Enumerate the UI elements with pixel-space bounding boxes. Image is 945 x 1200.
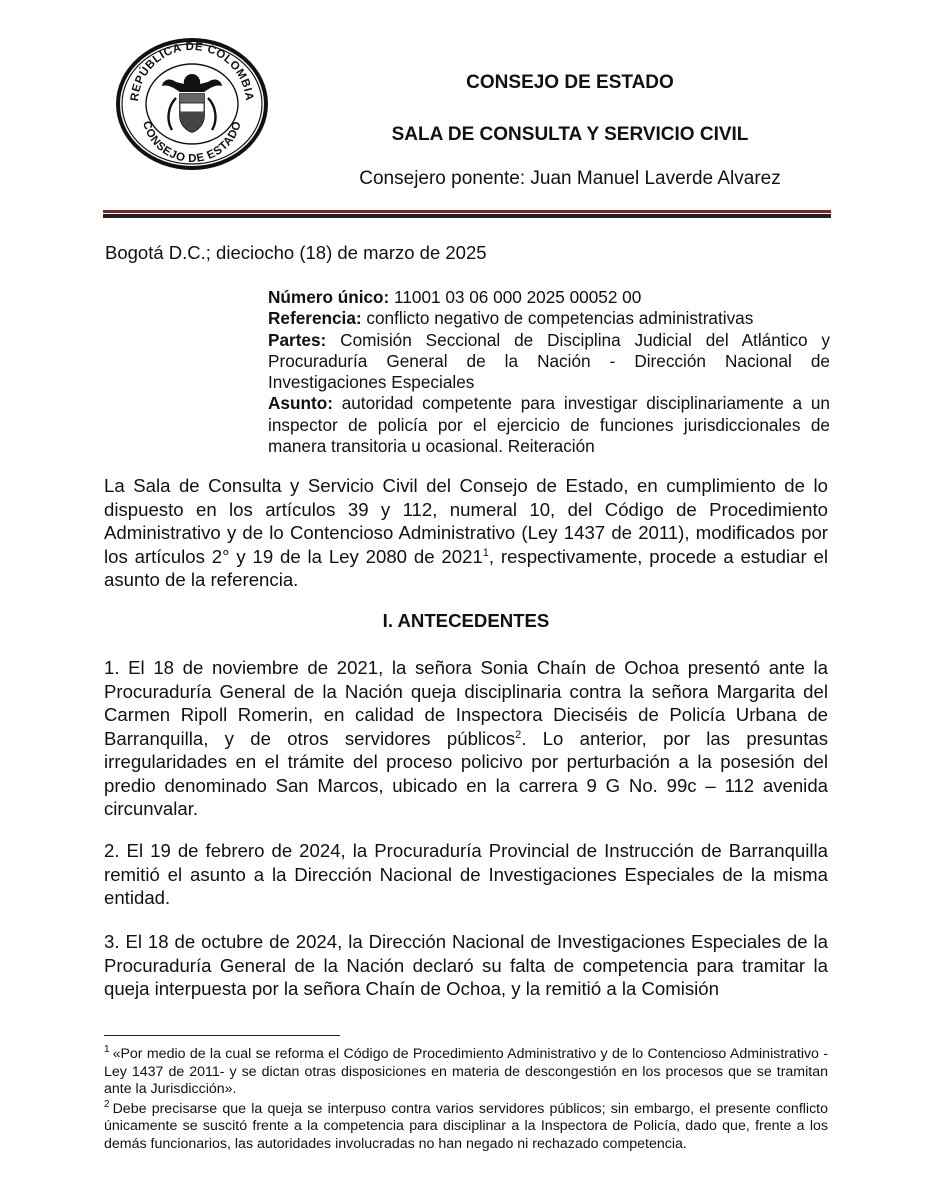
footnote-separator: [104, 1035, 340, 1036]
paragraph-3: [104, 930, 828, 1001]
numero-unico-line: [268, 287, 830, 308]
header-rule-bottom: [103, 214, 831, 218]
paragraph-1-text-a: 1. El 18 de noviembre de 2021, la señora Sonia Chaín de Ochoa presentó ante la Procuraduría General de la Nación queja disciplinaria contra la señora Margarita del Carmen Ripoll Romerin, en calidad de Inspectora Dieciséis de Policía Urbana de Barranquilla, y de otros servidores públicos: [104, 657, 828, 749]
seal-graphic: [112, 36, 272, 172]
referencia-line: [268, 308, 830, 329]
paragraph-2: [104, 839, 828, 910]
paragraph-3-text: 3. El 18 de octubre de 2024, la Dirección Nacional de Investigaciones Especiales de la Procuraduría General de la Nación declaró su falta de competencia para tramitar la queja interpuesta por la señora Chaín de Ochoa, y la remitió a la Comisión: [104, 931, 828, 999]
reference-block: [268, 287, 830, 457]
footnotes-block: [104, 1046, 828, 1156]
consejo-de-estado-seal: [112, 36, 272, 172]
footnote-2-text: Debe precisarse que la queja se interpuso contra varios servidores públicos; sin embargo, el presente conflicto únicamente se suscitó frente a la competencia para disciplinar a la Inspectora de Policía, dado que, frente a los demás funcionarios, las autoridades involucradas no han negado ni rechazado competencia.: [104, 1100, 828, 1152]
paragraph-1-text-b: . Lo anterior, por las presuntas irregularidades en el trámite del proceso policivo por perturbación a la posesión del predio denominado San Marcos, ubicado en la carrera 9 G No. 99c – 112 avenida circunvalar.: [104, 727, 828, 819]
sala-title: SALA DE CONSULTA Y SERVICIO CIVIL: [391, 124, 749, 145]
referencia-value: conflicto negativo de competencias administrativas: [361, 308, 754, 329]
consejero-ponente: Consejero ponente: Juan Manuel Laverde Alvarez: [359, 168, 781, 189]
paragraph-1: [104, 656, 828, 821]
shield-emblem: [180, 94, 204, 132]
intro-paragraph: [104, 474, 828, 592]
footnote-ref-2[interactable]: 2: [515, 728, 522, 741]
footnote-1-text: «Por medio de la cual se reforma el Código de Procedimiento Administrativo y de lo Contencioso Administrativo -Ley 1437 de 2011- y se dictan otras disposiciones en materia de descongestión en los procesos que se tramitan ante la Jurisdicción».: [104, 1046, 828, 1098]
header-rule-top: [103, 210, 831, 213]
partes-line: [268, 330, 830, 394]
footnote-2-number: 2: [104, 1099, 110, 1111]
partes-label: Partes:: [268, 329, 327, 350]
document-date: Bogotá D.C.; dieciocho (18) de marzo de 2025: [105, 242, 487, 263]
asunto-line: [268, 393, 830, 457]
numero-unico-label: Número único:: [268, 287, 390, 307]
footnote-2: [104, 1101, 828, 1154]
intro-text-a: La Sala de Consulta y Servicio Civil del Consejo de Estado, en cumplimiento de lo dispuesto en los artículos 39 y 112, numeral 10, del Código de Procedimiento Administrativo y de lo Contencioso Administrativo (Ley 1437 de 2011), modificados por los artículos 2° y 19 de la Ley 2080 de 2021: [104, 475, 828, 567]
numero-unico-value: 11001 03 06 000 2025 00052 00: [389, 287, 642, 307]
asunto-label: Asunto:: [268, 393, 333, 414]
partes-value: Comisión Seccional de Disciplina Judicial del Atlántico y Procuraduría General de la Nación - Dirección Nacional de Investigaciones Especiales: [268, 329, 830, 393]
svg-text:CONSEJO DE ESTADO: CONSEJO DE ESTADO: [140, 119, 245, 166]
paragraph-2-text: 2. El 19 de febrero de 2024, la Procuraduría Provincial de Instrucción de Barranquilla remitió el asunto a la Dirección Nacional de Investigaciones Especiales de la misma entidad.: [104, 840, 828, 908]
asunto-value: autoridad competente para investigar disciplinariamente a un inspector de policía por el ejercicio de funciones jurisdiccionales de manera transitoria u ocasional. Reiteración: [268, 393, 830, 457]
intro-text-b: , respectivamente, procede a estudiar el asunto de la referencia.: [104, 545, 828, 590]
svg-text:REPÚBLICA DE COLOMBIA: REPÚBLICA DE COLOMBIA: [128, 40, 256, 102]
footnote-1: [104, 1046, 828, 1099]
section-heading-antecedentes: I. ANTECEDENTES: [382, 610, 550, 631]
institution-title: CONSEJO DE ESTADO: [466, 72, 674, 93]
footnote-1-number: 1: [104, 1044, 110, 1056]
referencia-label: Referencia:: [268, 308, 362, 329]
footnote-ref-1[interactable]: 1: [482, 546, 489, 559]
